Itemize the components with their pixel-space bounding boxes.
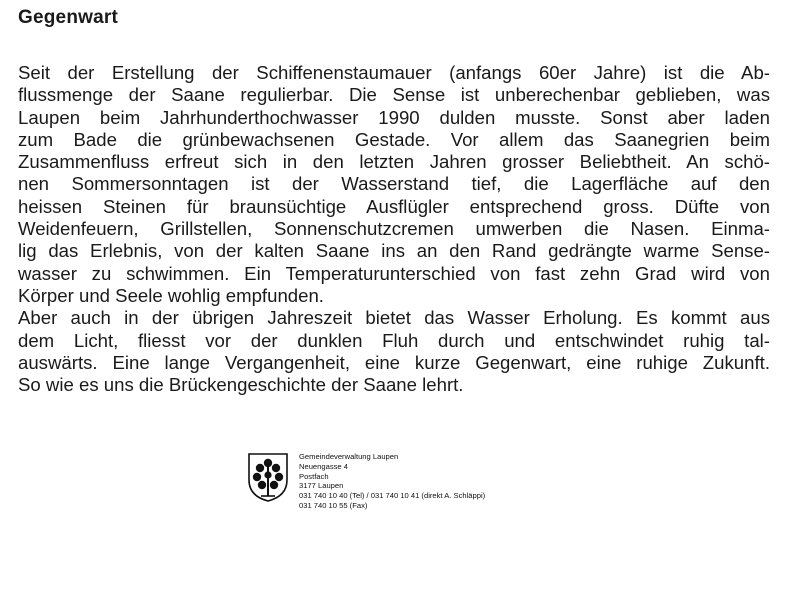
text-line: Weidenfeuern, Grillstellen, Sonnenschutzcremen umwerben die Nasen. Einma- [18,218,770,240]
address-footer [247,452,485,511]
address-line: 3177 Laupen [299,481,344,491]
text-line: auswärts. Eine lange Vergangenheit, eine kurze Gegenwart, eine ruhige Zukunft. [18,351,770,373]
address-line: Gemeindeverwaltung Laupen [299,452,399,461]
address-line: 031 740 10 40 (Tel) / 031 740 10 41 (direkt A. Schläppi) [299,491,486,501]
text-line: nen Sommersonntagen ist der Wasserstand tief, die Lagerfläche auf den [18,173,770,195]
address-line: 031 740 10 55 (Fax) [299,500,368,510]
text-line: zum Bade die grünbewachsenen Gestade. Vor allem das Saanegrien beim [18,128,770,150]
address-line: Postfach [299,471,329,481]
address-block [299,452,485,511]
text-line: heissen Steinen für braunsüchtige Ausflügler entsprechend gross. Düfte von [18,195,770,217]
text-line: Laupen beim Jahrhunderthochwasser 1990 dulden musste. Sonst aber laden [18,106,770,128]
laupen-coat-of-arms-icon [247,452,289,502]
text-line: lig das Erlebnis, von der kalten Saane ins an den Rand gedrängte warme Sense- [18,240,770,262]
text-line: Körper und Seele wohlig empfunden. [18,284,324,306]
text-line: So wie es uns die Brückengeschichte der Saane lehrt. [18,374,464,396]
text-line: Zusammenfluss erfreut sich in den letzten Jahren grosser Beliebtheit. An schö- [18,151,770,173]
text-line: dem Licht, fliesst vor der dunklen Fluh durch und entschwindet ruhig tal- [18,329,770,351]
body-text [18,62,770,396]
text-line: Aber auch in der übrigen Jahreszeit bietet das Wasser Erholung. Es kommt aus [18,307,770,329]
text-line: flussmenge der Saane regulierbar. Die Sense ist unberechenbar geblieben, was [18,84,770,106]
section-heading: Gegenwart [18,7,118,28]
text-line: wasser zu schwimmen. Ein Temperaturunterschied von fast zehn Grad wird von [18,262,770,284]
address-line: Neuengasse 4 [299,461,348,471]
text-line: Seit der Erstellung der Schiffenenstaumauer (anfangs 60er Jahre) ist die Ab- [18,62,770,83]
